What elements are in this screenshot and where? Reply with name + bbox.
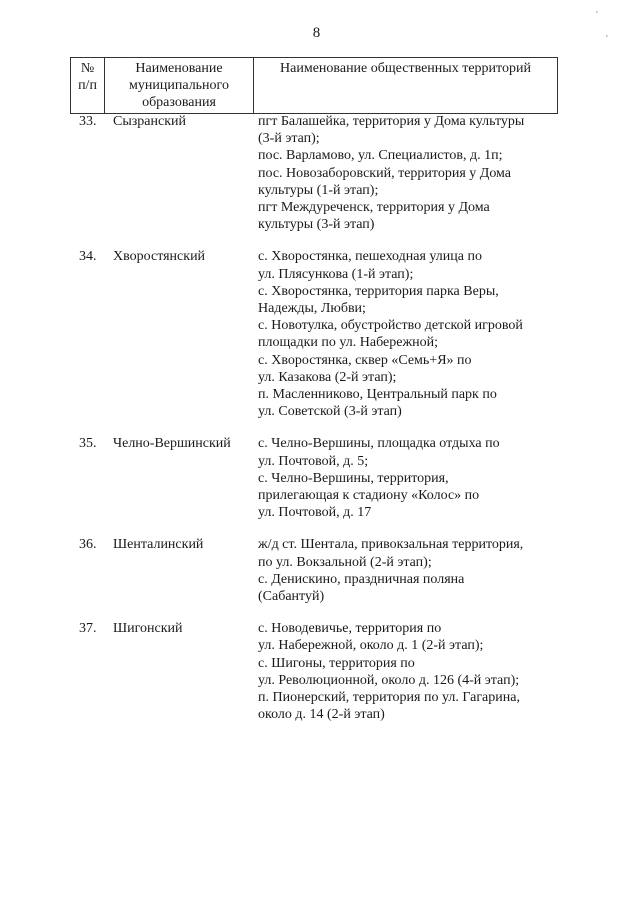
territory-list	[257, 113, 568, 233]
territory-line: по ул. Вокзальной (2-й этап);	[258, 554, 432, 570]
header-number-line: №	[80, 61, 95, 76]
territory-list	[257, 620, 568, 723]
scan-mark: '	[606, 34, 608, 45]
territory-line: ул. Почтовой, д. 17	[258, 505, 372, 521]
header-municipality-line: муниципального	[129, 78, 229, 93]
municipality-name: Хворостянский	[113, 249, 206, 265]
territory-line: ул. Казакова (2-й этап);	[258, 369, 397, 385]
territory-line: (Сабантуй)	[258, 589, 325, 605]
territory-line: с. Денискино, праздничная поляна	[258, 571, 465, 587]
municipality-name: Челно-Вершинский	[113, 436, 231, 452]
row-number: 33.	[79, 114, 97, 129]
territory-line: с. Шигоны, территория по	[258, 655, 415, 671]
header-municipality	[105, 58, 254, 114]
territory-line: п. Пионерский, территория по ул. Гагарина,	[258, 690, 520, 706]
table-header	[70, 57, 558, 114]
territory-line: пос. Варламово, ул. Специалистов, д. 1п;	[258, 148, 503, 164]
territory-line: ул. Советской (3-й этап)	[258, 404, 402, 420]
territory-line: с. Хворостянка, пешеходная улица по	[258, 249, 482, 265]
table-row	[70, 620, 570, 723]
territory-line: с. Хворостянка, сквер «Семь+Я» по	[258, 352, 472, 368]
header-municipality-line: Наименование	[135, 61, 223, 76]
municipality-name: Шигонский	[113, 621, 183, 637]
scan-mark: '	[596, 10, 598, 21]
table-row	[70, 435, 570, 521]
territory-line: ул. Набережной, около д. 1 (2-й этап);	[258, 638, 484, 654]
municipality-name: Шенталинский	[113, 537, 204, 553]
territory-line: пгт Балашейка, территория у Дома культуры	[258, 114, 525, 129]
territory-line: культуры (3-й этап)	[258, 217, 375, 233]
row-number: 36.	[79, 537, 97, 553]
territory-line: культуры (1-й этап);	[258, 182, 379, 198]
header-number-line: п/п	[78, 78, 97, 93]
territory-line: пгт Междуреченск, территория у Дома	[258, 200, 490, 216]
territory-line: с. Новотулка, обустройство детской игровой	[258, 318, 523, 334]
territory-line: около д. 14 (2-й этап)	[258, 707, 385, 723]
header-municipality-line: образования	[142, 95, 216, 110]
header-number	[71, 58, 105, 114]
territory-line: с. Челно-Вершины, площадка отдыха по	[258, 436, 500, 452]
header-territory	[254, 58, 558, 114]
territory-line: ул. Почтовой, д. 5;	[258, 453, 369, 469]
header-territory-line: Наименование общественных территорий	[280, 61, 531, 76]
territory-line: ж/д ст. Шентала, привокзальная территория,	[258, 537, 524, 553]
row-number: 37.	[79, 621, 97, 637]
territory-line: прилегающая к стадиону «Колос» по	[258, 488, 480, 504]
table-row	[70, 536, 570, 605]
territory-line: с. Новодевичье, территория по	[258, 621, 442, 637]
territory-line: с. Челно-Вершины, территория,	[258, 470, 449, 486]
territory-line: Надежды, Любви;	[258, 301, 366, 317]
territory-line: пос. Новозаборовский, территория у Дома	[258, 165, 512, 181]
territory-list	[257, 248, 568, 420]
territory-list	[257, 536, 568, 605]
territory-line: (3-й этап);	[258, 131, 320, 147]
row-number: 34.	[79, 249, 97, 265]
territory-line: с. Хворостянка, территория парка Веры,	[258, 283, 499, 299]
row-number: 35.	[79, 436, 97, 452]
table-body	[70, 113, 570, 739]
municipality-name: Сызранский	[113, 114, 186, 129]
territory-line: ул. Революционной, около д. 126 (4-й этап);	[258, 672, 520, 688]
territory-line: п. Масленниково, Центральный парк по	[258, 387, 497, 403]
territory-line: площадки по ул. Набережной;	[258, 335, 438, 351]
page-number: 8	[312, 25, 321, 41]
territory-line: ул. Плясункова (1-й этап);	[258, 266, 414, 282]
territory-list	[257, 435, 568, 521]
table-row	[70, 248, 570, 420]
table-row	[70, 113, 570, 233]
